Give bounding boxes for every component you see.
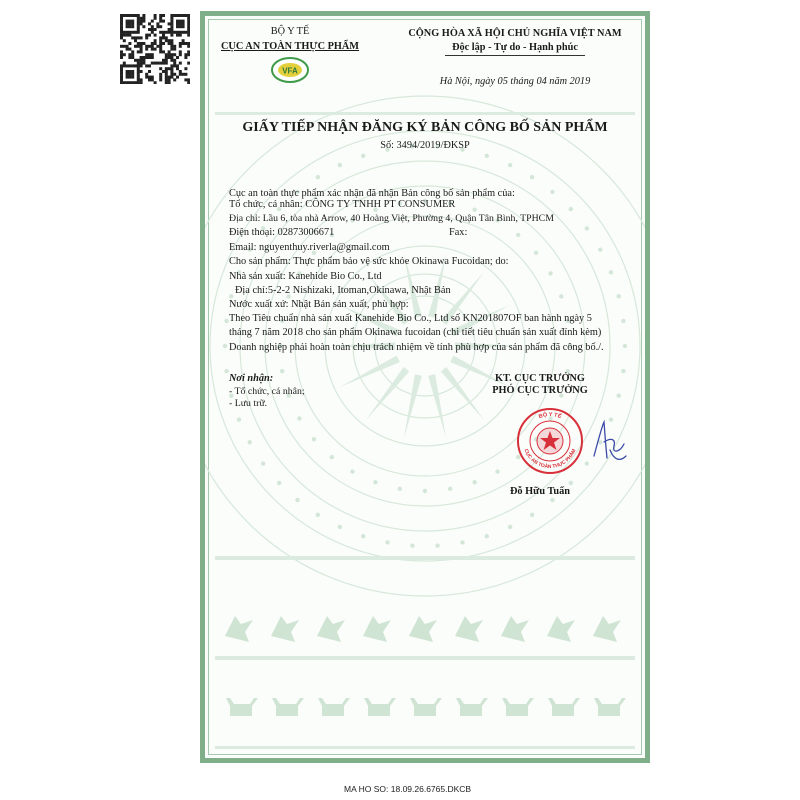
issue-date: Hà Nội, ngày 05 tháng 04 năm 2019 xyxy=(439,76,591,87)
fax: Fax: xyxy=(449,227,468,238)
organization-address: Địa chỉ: Lầu 6, tòa nhà Arrow, 40 Hoàng Việt, Phường 4, Quận Tân Bình, TPHCM xyxy=(229,213,554,224)
recipient-item: - Tổ chức, cá nhân; xyxy=(229,386,305,397)
official-seal xyxy=(515,406,585,476)
standard-line-2: tháng 7 năm 2018 cho sản phẩm Okinawa fucoidan (chi tiết tiêu chuẩn sản xuất đính kèm) xyxy=(229,327,602,338)
department-name: CỤC AN TOÀN THỰC PHẨM xyxy=(220,41,360,52)
seal-bottom-text: CỤC AN TOÀN THỰC PHẨM xyxy=(522,448,578,471)
vfa-logo xyxy=(270,56,310,84)
certificate-document xyxy=(200,11,650,763)
intro-text: Cục an toàn thực phẩm xác nhận đã nhận Bản công bố sản phẩm của: xyxy=(229,188,515,199)
seal-top-text: BỘ Y TẾ xyxy=(537,411,563,421)
country-name: CỘNG HÒA XÃ HỘI CHỦ NGHĨA VIỆT NAM xyxy=(408,28,622,39)
phone: Điện thoại: 02873006671 xyxy=(229,227,335,238)
document-title: GIẤY TIẾP NHẬN ĐĂNG KÝ BẢN CÔNG BỐ SẢN PHẨM xyxy=(242,120,608,135)
recipient-item: - Lưu trữ. xyxy=(229,398,268,409)
product-name: Cho sản phẩm: Thực phẩm bảo vệ sức khỏe Okinawa Fucoidan; do: xyxy=(229,256,509,267)
signer-name: Đỗ Hữu Tuấn xyxy=(510,486,570,497)
svg-text:BỘ Y TẾ xyxy=(538,410,563,420)
vfa-logo-text: VFA xyxy=(282,66,298,76)
manufacturer-address: Địa chỉ:5-2-2 Nishizaki, Itoman,Okinawa, Nhật Bản xyxy=(235,285,451,296)
manufacturer: Nhà sản xuất: Kanehide Bio Co., Ltd xyxy=(229,271,382,282)
signer-title-1: KT. CỤC TRƯỞNG xyxy=(495,373,585,384)
motto-underline xyxy=(445,55,585,56)
handwritten-signature xyxy=(590,416,630,466)
ministry-name: BỘ Y TẾ xyxy=(270,26,310,37)
country-of-origin: Nước xuất xứ: Nhật Bản sản xuất, phù hợp: xyxy=(229,299,409,310)
email: Email: nguyenthuy.riverla@gmail.com xyxy=(229,242,390,253)
qr-code xyxy=(120,14,190,84)
standard-line-1: Theo Tiêu chuẩn nhà sản xuất Kanehide Bio Co., Ltd số KN201807OF ban hành ngày 5 xyxy=(229,313,592,324)
dossier-code: MA HO SO: 18.09.26.6765.DKCB xyxy=(344,784,472,794)
signer-title-2: PHÓ CỤC TRƯỞNG xyxy=(492,385,588,396)
national-motto: Độc lập - Tự do - Hạnh phúc xyxy=(452,42,578,53)
organization: Tổ chức, cá nhân: CÔNG TY TNHH PT CONSUMER xyxy=(229,199,456,210)
recipients-heading: Nơi nhận: xyxy=(229,373,274,384)
registration-number: Số: 3494/2019/ĐKSP xyxy=(380,140,470,151)
responsibility-statement: Doanh nghiệp phải hoàn toàn chịu trách nhiệm về tính phù hợp của sản phẩm đã công bố./. xyxy=(229,342,604,353)
